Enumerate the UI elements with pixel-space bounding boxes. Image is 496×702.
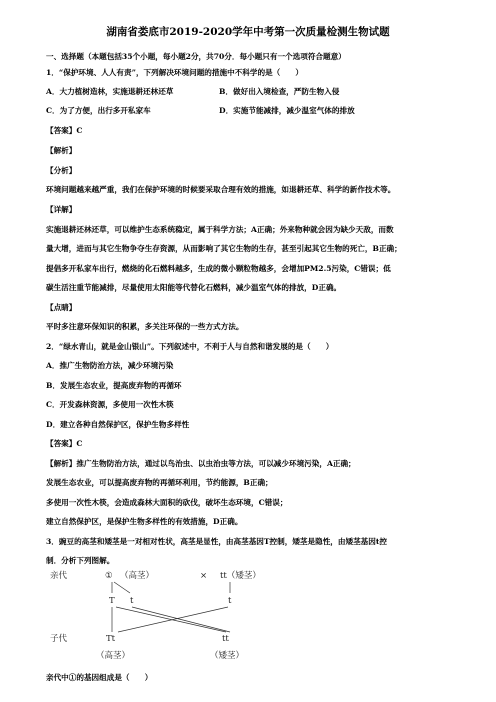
q1-detail-line: 提倡多开私家车出行，燃烧的化石燃料越多，生成的微小颗粒物越多，会增加PM2.5污染，C错误；低 — [46, 264, 391, 273]
q1-detail-line: 量大增，进而与其它生物争夺生存资源，从而影响了其它生物的生存，甚至引起其它生物的死亡，B正确； — [46, 244, 402, 253]
connector-line — [118, 607, 228, 632]
parent-generation-label: 亲代 — [50, 571, 68, 581]
q1-option-c: C．为了方便，出行多开私家车 — [46, 106, 151, 115]
q1-detail-line: 实施退耕还林还草，可以维护生态系统稳定，属于科学方法；A正确；外来物种就会因为缺少天敌，而数 — [46, 225, 394, 234]
section-heading: 一、选择题（本题包括35个小题，每小题2分，共70分．每小题只有一个选项符合题意） — [46, 52, 346, 61]
q1-xiangjie-label: 【详解】 — [46, 205, 77, 214]
q3-stem-cont: 制．分析下列图解。 — [46, 556, 115, 565]
q1-jiexi-label: 【解析】 — [46, 146, 77, 155]
page-title: 湖南省娄底市2019-2020学年中考第一次质量检测生物试题 — [106, 26, 390, 38]
q1-stem: 1．“保护环境、人人有责”，下列解决环境问题的措施中不科学的是（ ） — [46, 68, 304, 77]
parent1-gene-marker: ① — [105, 571, 113, 581]
gamete-t: t — [228, 596, 232, 606]
q1-fenxi-text: 环境问题越来越严重，我们在保护环境的时候要采取合理有效的措施，如退耕还草、科学的新作技术等。 — [46, 185, 396, 194]
q1-answer: 【答案】C — [46, 126, 83, 135]
q2-analysis-line: 多使用一次性木筷，会造成森林大面积的砍伐，破坏生态环境，C错误； — [46, 498, 288, 507]
connector-line — [114, 582, 130, 593]
q1-option-b: B．做好出入境检查，严防生物入侵 — [219, 87, 340, 96]
q1-dianjing-text: 平时多注意环保知识的积累，多关注环保的一些方式方法。 — [46, 322, 244, 331]
offspring-generation-label: 子代 — [50, 634, 68, 644]
gamete-T: T — [109, 596, 115, 606]
q2-answer: 【答案】C — [46, 439, 83, 448]
q2-option-a: A．推广生物防治方法，减少环境污染 — [46, 361, 174, 370]
q3-stem: 3．豌豆的高茎和矮茎是一对相对性状，高茎是显性，由高茎基因T控制，矮茎是隐性，由矮茎基因t控 — [46, 537, 387, 546]
q2-analysis-line: 建立自然保护区，是保护生物多样性的有效措施，D正确。 — [46, 517, 243, 526]
child2-genotype: tt — [222, 634, 229, 644]
q1-detail-line: 碳生活注重节能减排，尽量使用太阳能等代替化石燃料，减少温室气体的排放，D正确。 — [46, 283, 342, 292]
connector-line — [116, 607, 226, 632]
connector-line — [132, 607, 230, 632]
q1-fenxi-label: 【分析】 — [46, 166, 77, 175]
q2-option-d: D．建立各种自然保护区，保护生物多样性 — [46, 420, 190, 429]
q1-option-a: A．大力植树造林，实施退耕还林还草 — [46, 87, 174, 96]
cross-symbol: × — [200, 571, 208, 581]
child2-trait: （矮茎） — [210, 651, 245, 661]
q1-dianjing-label: 【点睛】 — [46, 303, 77, 312]
q2-analysis-line: 【解析】推广生物防治方法，通过以鸟治虫、以虫治虫等方法，可以减少环境污染，A正确； — [46, 459, 356, 468]
q2-option-b: B．发展生态农业，提高废弃物的再循环 — [46, 381, 182, 390]
q2-stem: 2．“绿水青山，就是金山银山”。下列叙述中，不利于人与自然和谐发展的是（ ） — [46, 342, 334, 351]
q3-question: 亲代中①的基因组成是（ ） — [46, 673, 153, 682]
genetic-cross-diagram — [50, 566, 470, 668]
child1-genotype: Tt — [106, 634, 116, 644]
q1-option-d: D．实施节能减排，减少温室气体的排放 — [219, 106, 355, 115]
q2-option-c: C．开发森林资源，多使用一次性木筷 — [46, 400, 174, 409]
gamete-t: t — [130, 596, 134, 606]
child1-trait: （高茎） — [96, 651, 131, 661]
parent2-genotype: tt（矮茎） — [220, 571, 261, 581]
q2-analysis-line: 发展生态农业，可以提高废弃物的再循环利用，节约能源，B正确； — [46, 478, 273, 487]
parent1-trait: （高茎） — [120, 571, 155, 581]
